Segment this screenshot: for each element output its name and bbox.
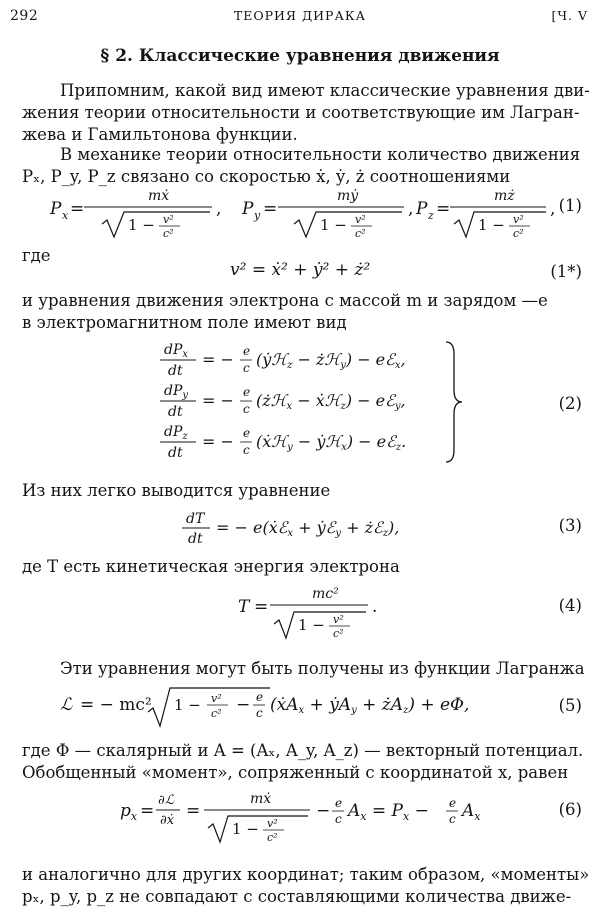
paragraph-kinetic: [22, 556, 590, 578]
paragraph-potential: [22, 740, 590, 784]
text-line: жева и Гамильтонова функции.: [22, 125, 298, 144]
svg-text:P: P: [416, 199, 428, 219]
svg-text:e: e: [243, 344, 251, 358]
equation-1: [20, 180, 580, 242]
equation-2-system: [150, 338, 470, 466]
svg-text:P: P: [242, 199, 254, 219]
svg-text:,: ,: [408, 199, 414, 219]
svg-text:(ẋℋy − ẏℋx) − eℰz.: (ẋℋy − ẏℋx) − eℰz.: [256, 432, 407, 453]
svg-text:(ẋAx + ẏAy + żAz) + eΦ,: (ẋAx + ẏAy + żAz) + eΦ,: [270, 695, 470, 716]
svg-text:1 −: 1 −: [232, 820, 259, 838]
paragraph-electron: [22, 290, 590, 334]
svg-text:dt: dt: [168, 445, 183, 461]
svg-text:z: z: [428, 209, 434, 222]
paragraph-moments: [22, 864, 590, 908]
svg-text:c²: c²: [333, 627, 344, 640]
section-title: § 2. Классические уравнения движения: [100, 46, 500, 66]
equation-6: [120, 786, 520, 848]
svg-text:=: =: [263, 199, 278, 219]
svg-text:c: c: [243, 402, 250, 416]
equation-1-star: [230, 256, 430, 284]
svg-text:1 −: 1 −: [298, 616, 325, 634]
svg-text:−: −: [316, 801, 331, 821]
svg-text:(ẏℋz − żℋy) − eℰx,: (ẏℋz − żℋy) − eℰx,: [256, 350, 406, 371]
text-line: pₓ, p_y, p_z не совпадают с составляющими количества движе-: [22, 887, 572, 906]
chapter-label: [Ч. V: [551, 8, 588, 23]
equation-5: [60, 682, 540, 732]
text-where: где: [22, 246, 51, 265]
text-line: В механике теории относительности количество движения: [60, 145, 581, 164]
svg-text:= −: = −: [202, 432, 234, 451]
svg-text:mẋ: mẋ: [148, 188, 170, 204]
svg-text:dt: dt: [188, 531, 203, 547]
svg-text:=: =: [140, 801, 155, 821]
svg-text:c²: c²: [267, 831, 278, 844]
svg-text:mẋ: mẋ: [250, 791, 272, 807]
svg-text:v²: v²: [513, 213, 524, 226]
svg-text:c²: c²: [211, 707, 222, 720]
svg-text:Ax = Px −: $A_x = P_x$ −: [348, 801, 429, 823]
svg-text:,: ,: [550, 199, 556, 219]
text-line: Из них легко выводится уравнение: [22, 481, 331, 500]
equation-number: (3): [558, 516, 582, 535]
svg-text:e: e: [335, 796, 343, 810]
svg-text:= − e(ẋℰx + ẏℰy + żℰz),: = − e(ẋℰx + ẏℰy + żℰz),: [216, 518, 400, 539]
svg-text:T: T: [238, 597, 250, 617]
svg-text:mẏ: mẏ: [337, 188, 359, 204]
text-line: где Φ — скалярный и A = (Aₓ, A_y, A_z) — векторный потенциал.: [22, 741, 584, 760]
svg-text:= −: = −: [202, 350, 234, 369]
svg-text:c: c: [335, 812, 342, 826]
paragraph-lagrange: [22, 658, 590, 680]
svg-text:e: e: [449, 796, 457, 810]
equation-number: (4): [558, 596, 582, 615]
svg-text:= − mc²: = − mc²: [80, 695, 152, 715]
paragraph-derive: [22, 480, 590, 502]
svg-text:v²: v²: [355, 213, 366, 226]
equation-number: (1): [558, 196, 582, 215]
svg-text:y: y: [254, 209, 261, 222]
svg-text:c²: c²: [355, 227, 366, 240]
text-line: Pₓ, P_y, P_z связано со скоростью ẋ, ẏ, ż соотношениями: [22, 167, 511, 186]
equation-number: (5): [558, 696, 582, 715]
svg-text:v²: v²: [211, 692, 222, 705]
svg-text:∂ℒ: ∂ℒ: [158, 793, 175, 808]
svg-text:= −: = −: [202, 391, 234, 410]
svg-text:∂ẋ: ∂ẋ: [160, 813, 175, 828]
svg-text:1 −: 1 −: [174, 696, 201, 714]
svg-text:1 −: 1 −: [478, 216, 505, 234]
svg-text:v²: v²: [163, 213, 174, 226]
svg-text:v² = ẋ² + ẏ² + ż²: v² = ẋ² + ẏ² + ż²: [230, 260, 371, 280]
svg-text:dPz: $dP_z$: [164, 424, 188, 442]
svg-text:v²: v²: [333, 613, 344, 626]
svg-text:.: .: [372, 597, 378, 617]
paragraph-intro: [22, 80, 590, 146]
text-line: Припомним, какой вид имеют классические уравнения дви-: [60, 81, 590, 100]
text-line: Обобщенный «момент», сопряженный с координатой x, равен: [22, 763, 569, 782]
svg-text:=: =: [186, 801, 201, 821]
svg-text:=: =: [70, 199, 85, 219]
svg-text:c: c: [243, 361, 250, 375]
svg-text:=: =: [254, 597, 269, 617]
text-line: и уравнения движения электрона с массой m и зарядом —e: [22, 291, 548, 310]
svg-text:dPy: $dP_y$: [164, 383, 189, 401]
equation-number: (6): [558, 800, 582, 819]
equation-3: [180, 508, 460, 552]
svg-text:=: =: [436, 199, 451, 219]
svg-text:1 −: 1 −: [320, 216, 347, 234]
svg-text:e: e: [256, 690, 264, 704]
svg-text:dPx: $dP_x$: [164, 342, 189, 360]
text-line: де T есть кинетическая энергия электрона: [22, 557, 400, 576]
text-line: и аналогично для других координат; таким образом, «моменты»: [22, 865, 590, 884]
svg-text:x: x: [62, 209, 69, 222]
svg-text:1 −: 1 −: [128, 216, 155, 234]
svg-text:ℒ: ℒ: [60, 695, 73, 715]
svg-text:v²: v²: [267, 817, 278, 830]
svg-text:−: −: [236, 695, 251, 715]
text-line: в электромагнитном поле имеют вид: [22, 313, 347, 332]
equation-number: (1*): [550, 262, 582, 281]
text-line: жения теории относительности и соответствующие им Лагран-: [22, 103, 580, 122]
svg-text:mc²: mc²: [312, 586, 339, 602]
svg-text:c: c: [256, 706, 263, 720]
svg-text:e: e: [243, 385, 251, 399]
page-number: 292: [10, 8, 39, 24]
svg-text:dt: dt: [168, 363, 183, 379]
svg-text:dt: dt: [168, 404, 183, 420]
svg-text:c: c: [449, 812, 456, 826]
equation-4: [232, 582, 392, 646]
svg-text:dT: dT: [186, 511, 205, 527]
equation-number: (2): [558, 394, 582, 413]
text-line: Эти уравнения могут быть получены из функции Лагранжа: [60, 659, 585, 678]
svg-text:P: P: [50, 199, 62, 219]
svg-text:Ax: $A_x$: [462, 801, 481, 823]
svg-text:e: e: [243, 426, 251, 440]
running-title: ТЕОРИЯ ДИРАКА: [233, 8, 367, 23]
svg-text:c²: c²: [163, 227, 174, 240]
running-header: [10, 8, 590, 28]
svg-text:,: ,: [216, 199, 222, 219]
svg-text:(żℋx − ẋℋz) − eℰy,: (żℋx − ẋℋz) − eℰy,: [256, 391, 406, 412]
svg-text:c²: c²: [513, 227, 524, 240]
svg-text:px: $p_x$: [120, 801, 138, 823]
svg-text:mż: mż: [494, 188, 515, 204]
svg-text:c: c: [243, 443, 250, 457]
